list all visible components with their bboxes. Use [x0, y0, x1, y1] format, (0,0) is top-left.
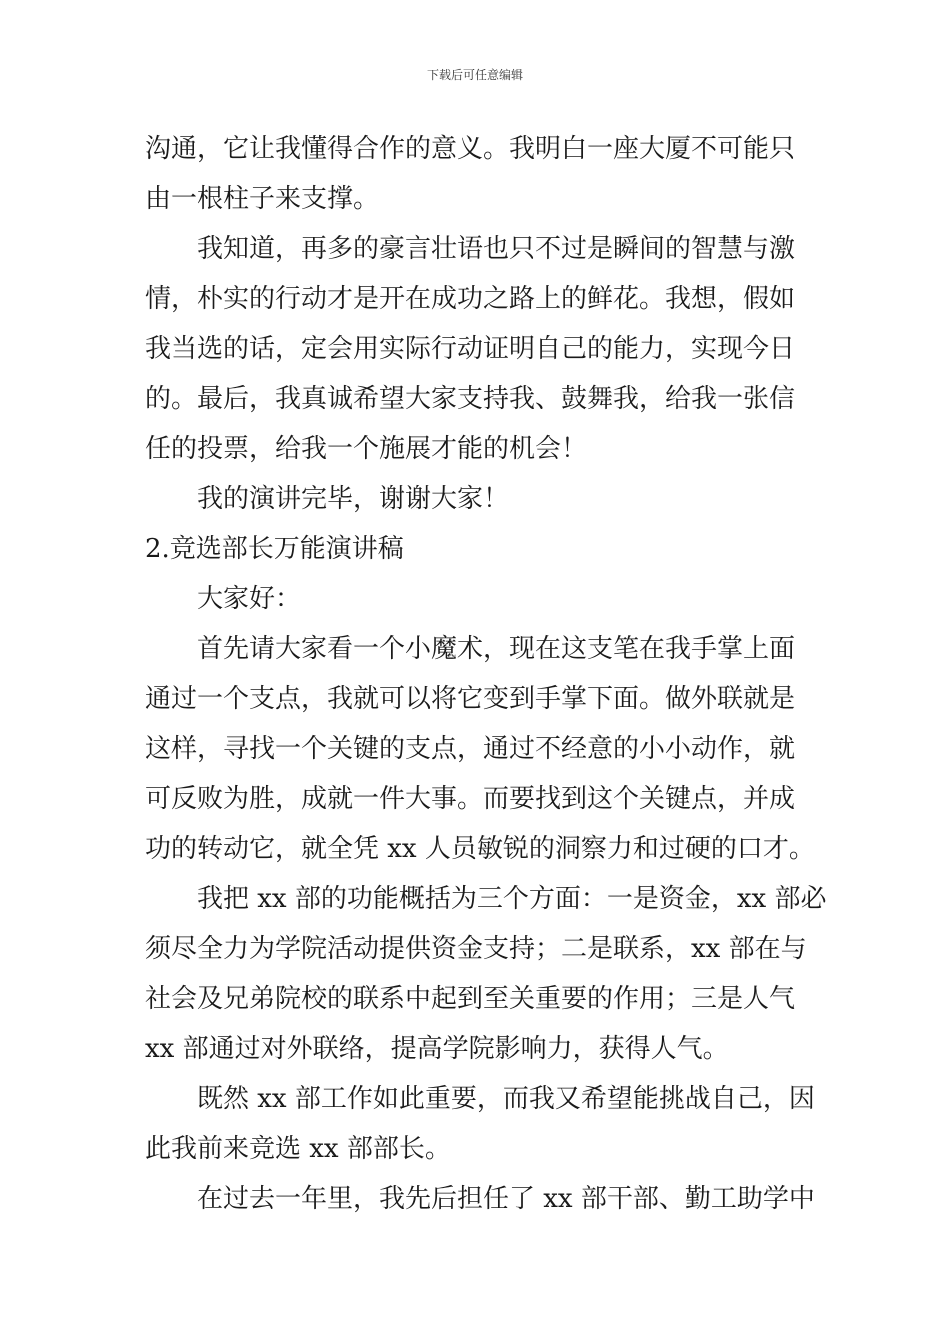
text-line: 既然 xx 部工作如此重要，而我又希望能挑战自己，因	[197, 1084, 815, 1114]
text-line: 沟通，它让我懂得合作的意义。我明白一座大厦不可能只	[145, 134, 796, 164]
text-line: 社会及兄弟院校的联系中起到至关重要的作用；三是人气	[145, 984, 796, 1014]
text-line: 在过去一年里，我先后担任了 xx 部干部、勤工助学中	[197, 1184, 815, 1214]
text-line: 首先请大家看一个小魔术，现在这支笔在我手掌上面	[197, 634, 796, 664]
text-line: 功的转动它，就全凭 xx 人员敏锐的洞察力和过硬的口才。	[145, 834, 815, 864]
text-line: 这样，寻找一个关键的支点，通过不经意的小小动作，就	[145, 734, 796, 764]
text-line: 由一根柱子来支撑。	[145, 184, 380, 214]
text-line: 须尽全力为学院活动提供资金支持；二是联系，xx 部在与	[145, 934, 807, 964]
document-body	[145, 124, 827, 1224]
section-heading: 2.竞选部长万能演讲稿	[145, 534, 404, 564]
text-line: xx 部通过对外联络，提高学院影响力，获得人气。	[145, 1034, 729, 1064]
text-line: 我当选的话，定会用实际行动证明自己的能力，实现今日	[145, 334, 796, 364]
text-line: 大家好：	[197, 584, 302, 614]
text-line: 我知道，再多的豪言壮语也只不过是瞬间的智慧与激	[197, 234, 796, 264]
text-line: 的。最后，我真诚希望大家支持我、鼓舞我，给我一张信	[145, 384, 796, 414]
text-line: 任的投票，给我一个施展才能的机会！	[145, 434, 588, 464]
text-line: 通过一个支点，我就可以将它变到手掌下面。做外联就是	[145, 684, 796, 714]
text-line: 此我前来竞选 xx 部部长。	[145, 1134, 451, 1164]
page-header: 下载后可任意编辑	[426, 68, 523, 82]
text-line: 我把 xx 部的功能概括为三个方面：一是资金，xx 部必	[197, 884, 827, 914]
text-line: 我的演讲完毕，谢谢大家！	[197, 484, 510, 514]
text-line: 可反败为胜，成就一件大事。而要找到这个关键点，并成	[145, 784, 796, 814]
text-line: 情，朴实的行动才是开在成功之路上的鲜花。我想，假如	[145, 284, 796, 314]
